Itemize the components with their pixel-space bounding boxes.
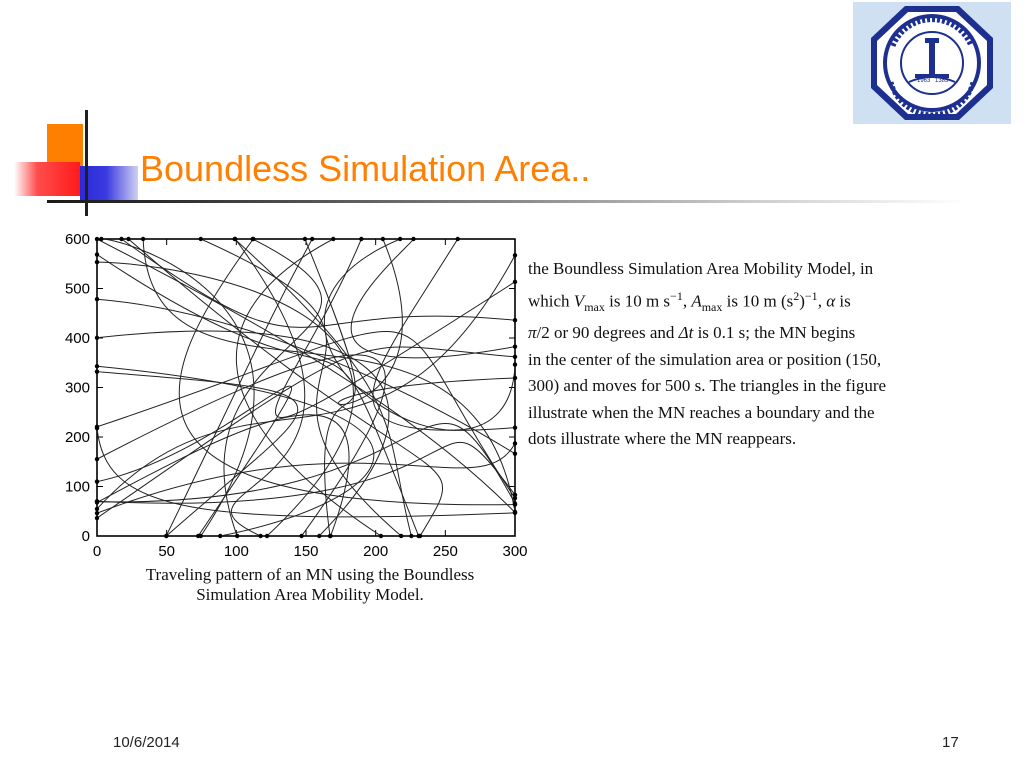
boundary-dot — [513, 502, 517, 506]
boundary-dot — [141, 237, 145, 241]
boundary-dot — [95, 237, 99, 241]
boundary-dot — [251, 237, 255, 241]
desc-text: , — [817, 291, 827, 311]
boundary-dot — [299, 534, 303, 538]
university-seal-icon — [853, 2, 1011, 124]
trajectory-path — [97, 415, 349, 536]
boundary-dot — [513, 452, 517, 456]
trajectory-path — [373, 239, 515, 430]
boundary-dot — [399, 534, 403, 538]
boundary-dot — [398, 237, 402, 241]
boundary-dot — [513, 425, 517, 429]
trajectory-path — [338, 239, 515, 404]
trajectory-path — [97, 255, 515, 509]
trajectory-path — [351, 239, 515, 358]
desc-text: /2 or 90 degrees and — [536, 323, 679, 343]
boundary-dot — [310, 237, 314, 241]
x-tick-label: 250 — [432, 543, 458, 560]
boundary-dot — [513, 344, 517, 348]
y-tick-label: 500 — [64, 280, 90, 298]
trajectory-path — [97, 239, 515, 512]
vmax-symbol: V — [573, 291, 585, 311]
boundary-dot — [164, 534, 168, 538]
boundary-dot — [95, 457, 99, 461]
desc-text: which — [528, 291, 574, 311]
desc-line-2 — [528, 283, 1000, 321]
trajectory-path — [305, 239, 355, 536]
trajectory-path — [97, 372, 298, 536]
boundary-dot — [95, 252, 99, 256]
unit-exponent: −1 — [670, 288, 683, 303]
x-tick-label: 100 — [223, 543, 249, 560]
logo-year-left: 1963 — [917, 78, 931, 84]
boundary-dot — [317, 534, 321, 538]
boundary-dot — [513, 355, 517, 359]
desc-text: is 10 m (s — [722, 291, 794, 311]
vmax-subscript: max — [584, 299, 605, 314]
x-tick-label: 200 — [363, 543, 389, 560]
amax-subscript: max — [701, 299, 723, 314]
caption-line-2: Simulation Area Mobility Model. — [196, 585, 424, 604]
y-tick-label: 100 — [64, 478, 90, 496]
slide-title: Boundless Simulation Area.. — [140, 148, 591, 189]
title-underline — [47, 200, 967, 203]
desc-line-4: in the center of the simulation area or position (150, — [528, 349, 882, 369]
unit-exponent: −1 — [804, 288, 818, 303]
boundary-dot — [513, 441, 517, 445]
y-tick-label: 600 — [64, 231, 90, 248]
trajectory-paths — [97, 239, 515, 536]
boundary-dot — [409, 534, 413, 538]
boundary-dot — [95, 425, 99, 429]
boundary-dot — [95, 364, 99, 368]
x-tick-label: 50 — [158, 543, 176, 560]
amax-symbol: A — [691, 291, 702, 311]
boundary-dot — [359, 237, 363, 241]
desc-text: is — [835, 291, 851, 311]
boundary-dot — [303, 237, 307, 241]
y-tick-label: 400 — [64, 330, 90, 347]
boundary-dot — [418, 534, 422, 538]
desc-text: , — [682, 291, 692, 311]
boundary-dot — [513, 280, 517, 284]
boundary-dot — [513, 362, 517, 366]
pi-symbol: π — [528, 323, 537, 343]
boundary-dot — [456, 237, 460, 241]
alpha-symbol: α — [826, 291, 836, 311]
boundary-dot — [218, 534, 222, 538]
boundary-dot — [95, 369, 99, 373]
boundary-dot — [265, 534, 269, 538]
boundary-dot — [95, 511, 99, 515]
desc-line-3 — [528, 320, 1000, 347]
trajectory-plot — [40, 226, 540, 564]
boundary-dot — [235, 534, 239, 538]
boundary-dot — [513, 496, 517, 500]
boundary-dot — [119, 237, 123, 241]
boundary-dot — [95, 260, 99, 264]
boundary-dot — [381, 237, 385, 241]
x-tick-label: 150 — [293, 543, 319, 560]
boundary-dot — [95, 507, 99, 511]
desc-line-1: the Boundless Simulation Area Mobility Model, in — [528, 259, 874, 278]
boundary-dot — [331, 237, 335, 241]
trajectory-path — [97, 386, 292, 536]
desc-text: is 10 m s — [604, 291, 671, 311]
delta-t-symbol: Δt — [678, 323, 694, 343]
boundary-dot — [513, 318, 517, 322]
slide-page-number: 17 — [942, 734, 959, 751]
university-logo — [853, 2, 1011, 124]
boundary-dot — [95, 297, 99, 301]
y-tick-label: 0 — [81, 528, 90, 545]
boundary-dot — [328, 534, 332, 538]
desc-line-5: 300) and moves for 500 s. The triangles in the figure — [528, 376, 887, 396]
boundary-dot — [513, 253, 517, 257]
boundary-dot — [95, 336, 99, 340]
x-tick-label: 0 — [92, 543, 102, 560]
boundary-dot — [95, 479, 99, 483]
slide-date: 10/6/2014 — [113, 734, 180, 751]
boundary-dot — [95, 516, 99, 520]
desc-line-6: illustrate when the MN reaches a boundary and the — [528, 402, 875, 422]
boundary-dot — [233, 237, 237, 241]
desc-text: ) — [799, 291, 805, 311]
boundary-dot — [513, 510, 517, 514]
boundary-dot — [411, 237, 415, 241]
unit-exponent: 2 — [793, 288, 800, 303]
figure-caption — [90, 565, 530, 605]
y-tick-label: 300 — [64, 379, 90, 397]
desc-text: is 0.1 s; the MN begins — [693, 323, 856, 343]
desc-line-7: dots illustrate where the MN reappears. — [528, 429, 797, 449]
y-tick-label: 200 — [64, 429, 90, 446]
boundary-dot — [513, 376, 517, 380]
caption-line-1: Traveling pattern of an MN using the Boundless — [145, 565, 475, 584]
boundary-dot — [99, 237, 103, 241]
boundary-dot — [379, 534, 383, 538]
x-tick-label: 300 — [502, 543, 528, 560]
blue-decor-square — [80, 166, 138, 202]
boundary-dot — [258, 534, 262, 538]
boundary-dot — [199, 237, 203, 241]
model-description — [528, 256, 1000, 453]
boundary-dot — [126, 237, 130, 241]
boundary-dot — [199, 534, 203, 538]
boundary-dot — [95, 500, 99, 504]
logo-year-right: 1383 — [935, 78, 949, 84]
trajectory-path — [231, 239, 304, 536]
red-decor-square — [14, 162, 80, 196]
trajectory-path — [97, 442, 515, 503]
